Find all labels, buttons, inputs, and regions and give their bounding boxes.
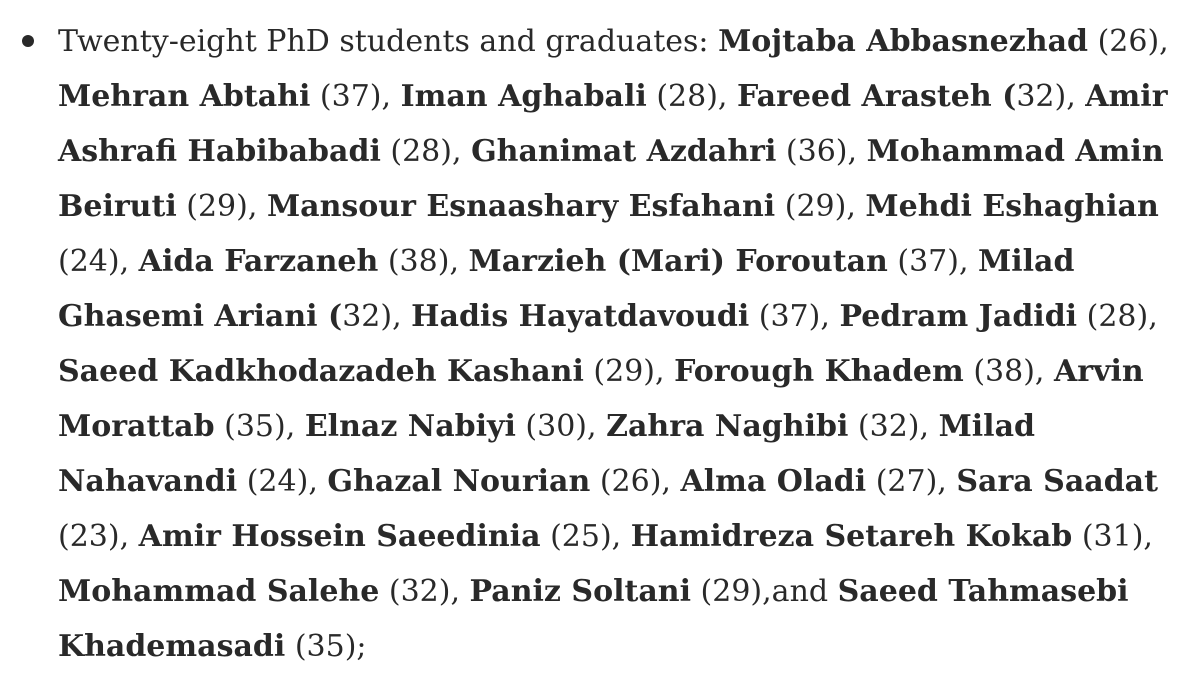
person-name: Amir Ashrafi Habibabadi: [58, 79, 1168, 169]
separator: ,: [450, 574, 470, 609]
person-name: Arvin Morattab: [58, 354, 1144, 444]
person-age: (28): [390, 134, 452, 169]
person-age: (32): [388, 574, 451, 609]
person-name: Amir Hossein Saeedinia: [138, 519, 541, 554]
person-name: Forough Khadem: [674, 354, 964, 389]
separator: ,: [1034, 354, 1054, 389]
person-name: Iman Aghabali: [400, 79, 647, 114]
person-name: Mohammad Amin Beiruti: [58, 134, 1164, 224]
person-age: (37): [897, 244, 959, 279]
person-name: Hadis Hayatdavoudi: [411, 299, 750, 334]
separator: ,: [1066, 79, 1086, 114]
person-name: Marzieh (Mari) Foroutan: [468, 244, 888, 279]
separator: ,: [381, 79, 401, 114]
separator: ,: [308, 464, 328, 499]
person-age: (29): [784, 189, 847, 224]
person-age: (29): [700, 574, 763, 609]
person-name: Mansour Esnaashary Esfahani: [266, 189, 776, 224]
person-age: (35): [224, 409, 286, 444]
separator: ,: [937, 464, 957, 499]
person-age: (30): [525, 409, 588, 444]
person-name: Sara Saadat: [956, 464, 1158, 499]
person-name: Paniz Soltani: [469, 574, 691, 609]
separator: ,: [919, 409, 939, 444]
separator: ,: [119, 519, 139, 554]
separator: ,: [847, 134, 867, 169]
person-age: (35): [294, 629, 357, 664]
person-age: (23): [58, 519, 120, 554]
bullet-point-icon: [22, 35, 34, 47]
person-age: (24): [58, 244, 120, 279]
separator: ,: [247, 189, 267, 224]
person-name: Mohammad Salehe: [58, 574, 380, 609]
person-name: Hamidreza Setareh Kokab: [630, 519, 1073, 554]
list-item-intro: Twenty-eight PhD students and graduates:: [58, 24, 719, 59]
person-age: (32): [857, 409, 920, 444]
person-age: (37): [319, 79, 382, 114]
person-name: Alma Oladi: [680, 464, 867, 499]
separator: ,: [451, 134, 472, 169]
person-age: (29): [593, 354, 656, 389]
separator: ,: [655, 354, 675, 389]
person-name: Mehdi Eshaghian: [865, 189, 1159, 224]
person-name: Aida Farzaneh: [138, 244, 379, 279]
person-age: (28): [1086, 299, 1149, 334]
bullet-list: [58, 14, 1180, 674]
separator: ,: [119, 244, 139, 279]
person-name: Zahra Naghibi: [606, 409, 849, 444]
separator: ,: [611, 519, 631, 554]
person-age: (28): [656, 79, 718, 114]
separator: ,: [587, 409, 607, 444]
person-name: Ghazal Nourian: [327, 464, 591, 499]
separator: ,: [1159, 24, 1169, 59]
person-age: (38): [387, 244, 450, 279]
person-age: (24): [246, 464, 309, 499]
separator: ,: [449, 244, 469, 279]
separator: ,: [661, 464, 681, 499]
separator: ,: [392, 299, 412, 334]
person-age: 32): [342, 299, 393, 334]
person-name: Milad Ghasemi Ariani (: [58, 244, 1075, 334]
person-age: (36): [785, 134, 848, 169]
person-name: Elnaz Nabiyi: [304, 409, 516, 444]
list-item-phd-students: [58, 14, 1180, 674]
person-name: Mehran Abtahi: [58, 79, 311, 114]
person-name: Pedram Jadidi: [839, 299, 1078, 334]
person-name: Fareed Arasteh (: [737, 79, 1017, 114]
person-age: 32): [1016, 79, 1067, 114]
people-list: [58, 24, 1169, 664]
person-age: (31): [1081, 519, 1144, 554]
person-name: Milad Nahavandi: [58, 409, 1035, 499]
separator: ,: [717, 79, 737, 114]
person-name: Saeed Tahmasebi Khademasadi: [58, 574, 1129, 664]
person-age: (26): [599, 464, 662, 499]
person-age: (25): [550, 519, 612, 554]
separator: ;: [356, 629, 367, 664]
separator: ,: [958, 244, 979, 279]
separator: ,and: [762, 574, 838, 609]
separator: ,: [285, 409, 305, 444]
person-age: (27): [875, 464, 938, 499]
separator: ,: [1148, 299, 1158, 334]
separator: ,: [820, 299, 840, 334]
separator: ,: [1143, 519, 1153, 554]
person-age: (26): [1097, 24, 1160, 59]
person-age: (29): [186, 189, 248, 224]
person-name: Saeed Kadkhodazadeh Kashani: [58, 354, 584, 389]
person-age: (38): [973, 354, 1035, 389]
person-name: Mojtaba Abbasnezhad: [718, 24, 1089, 59]
person-age: (37): [758, 299, 821, 334]
separator: ,: [846, 189, 866, 224]
person-name: Ghanimat Azdahri: [471, 134, 777, 169]
